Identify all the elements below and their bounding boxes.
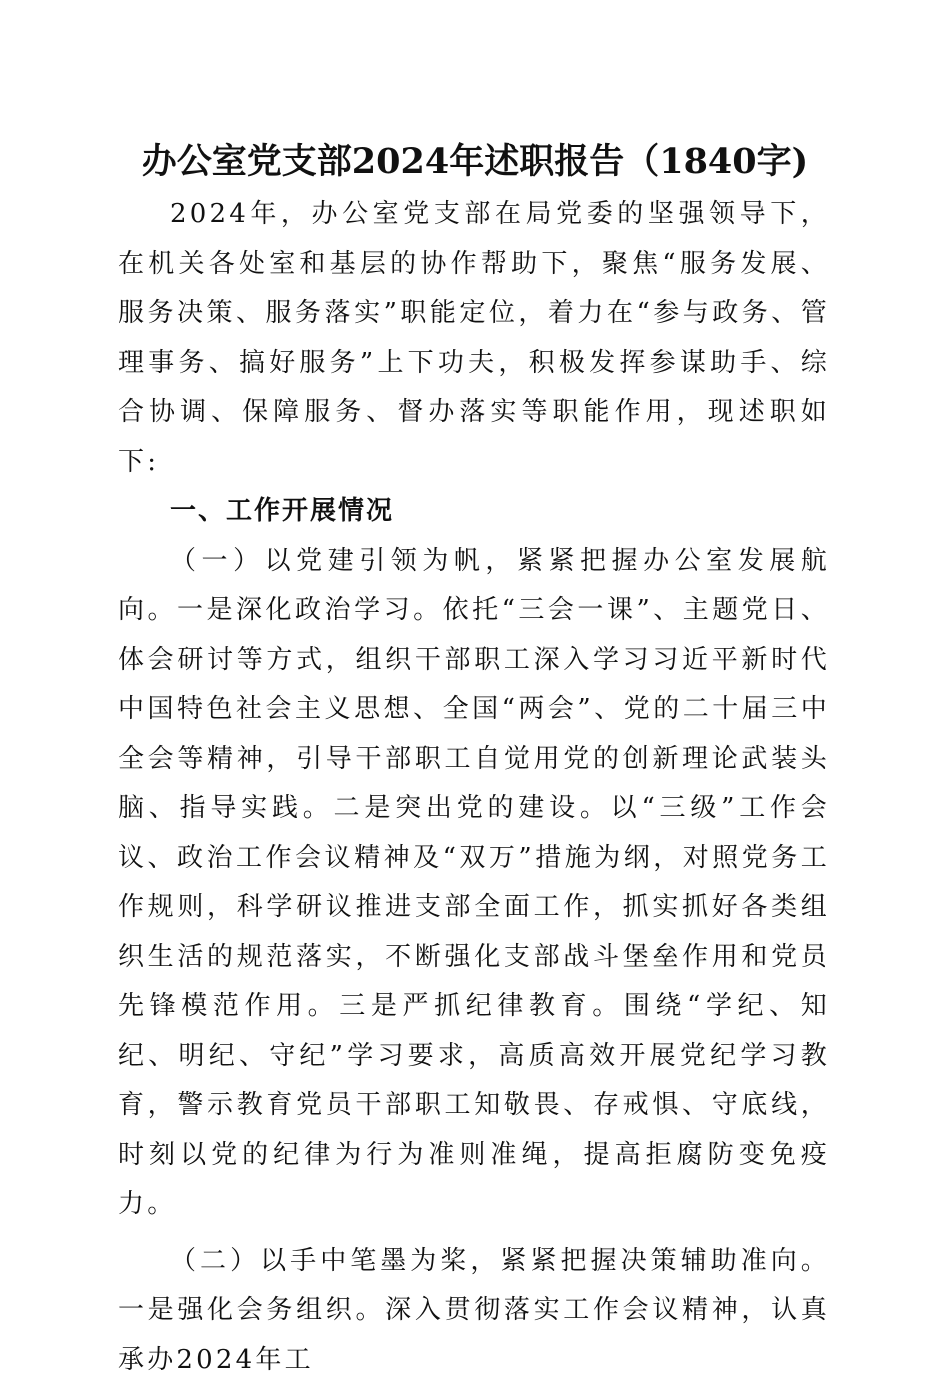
document-title: 办公室党支部2024年述职报告（1840字) xyxy=(0,138,950,186)
document-body xyxy=(118,190,830,1385)
section-1-paragraph: （一）以党建引领为帆，紧紧把握办公室发展航向。一是深化政治学习。依托“三会一课”、主题党日、体会研讨等方式，组织干部职工深入学习习近平新时代中国特色社会主义思想、全国“两会”、党的二十届三中全会等精神，引导干部职工自觉用党的创新理论武装头脑、指导实践。二是突出党的建设。以“三级”工作会议、政治工作会议精神及“双万”措施为纲，对照党务工作规则，科学研议推进支部全面工作，抓实抓好各类组织生活的规范落实，不断强化支部战斗堡垒作用和党员先锋模范作用。三是严抓纪律教育。围绕“学纪、知纪、明纪、守纪”学习要求，高质高效开展党纪学习教育，警示教育党员干部职工知敬畏、存戒惧、守底线，时刻以党的纪律为行为准则准绳，提高拒腐防变免疫力。 xyxy=(118,537,830,1230)
section-2-paragraph: （二）以手中笔墨为桨，紧紧把握决策辅助准向。一是强化会务组织。深入贯彻落实工作会议精神，认真承办2024年工 xyxy=(118,1237,830,1385)
paragraph-gap xyxy=(118,1230,830,1237)
section-heading: 一、工作开展情况 xyxy=(118,487,830,537)
intro-paragraph: 2024年，办公室党支部在局党委的坚强领导下，在机关各处室和基层的协作帮助下，聚焦“服务发展、服务决策、服务落实”职能定位，着力在“参与政务、管理事务、搞好服务”上下功夫，积极发挥参谋助手、综合协调、保障服务、督办落实等职能作用，现述职如下: xyxy=(118,190,830,487)
